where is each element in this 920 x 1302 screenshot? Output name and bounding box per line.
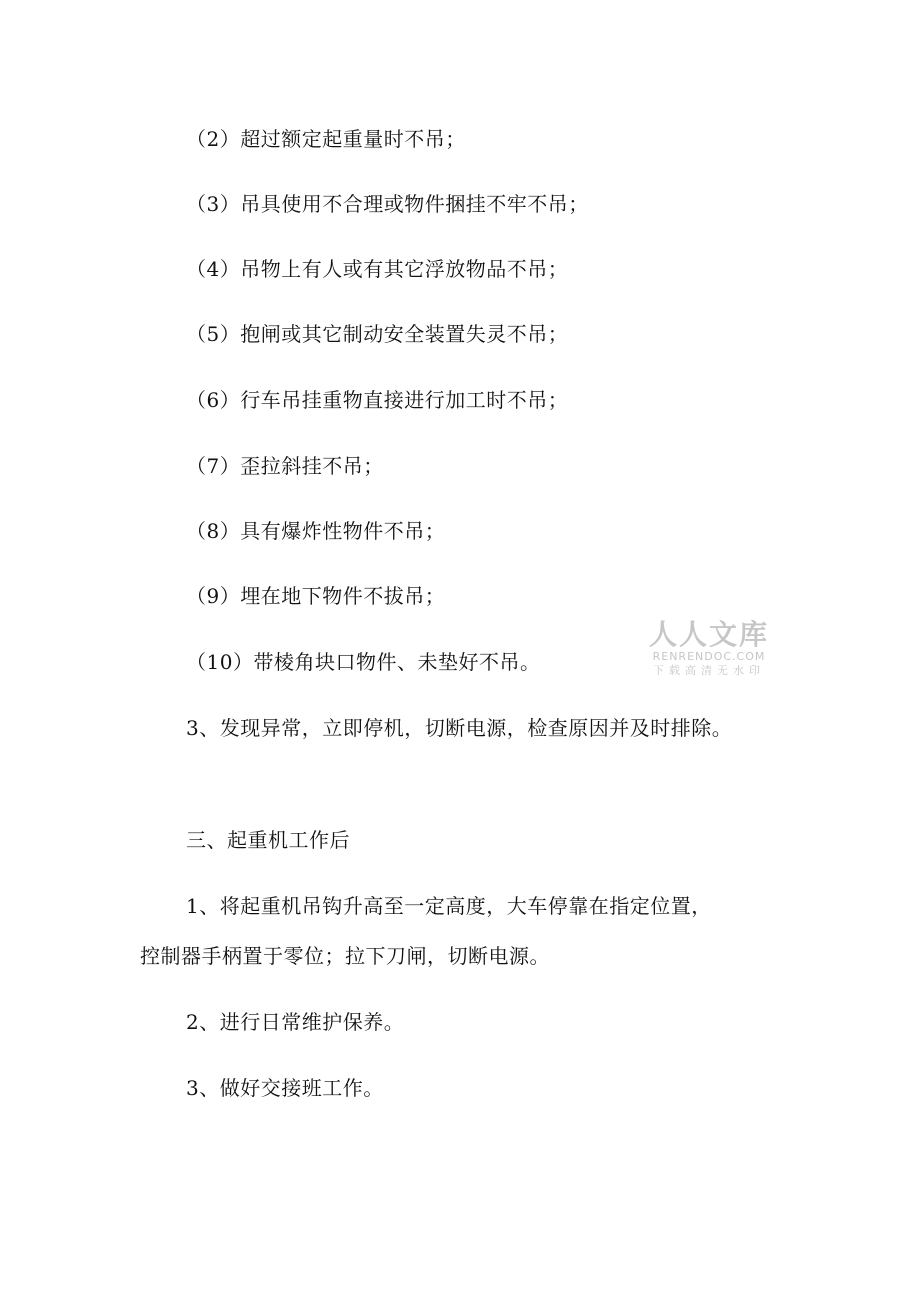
list-item: （8）具有爆炸性物件不吊； <box>186 519 446 543</box>
list-item: （2）超过额定起重量时不吊； <box>186 127 466 151</box>
list-item: （10）带棱角块口物件、未垫好不吊。 <box>186 650 541 674</box>
list-item: （7）歪拉斜挂不吊； <box>186 454 384 478</box>
paragraph: 3、做好交接班工作。 <box>186 1076 384 1100</box>
list-item: （9）埋在地下物件不拔吊； <box>186 584 446 608</box>
list-item: （4）吊物上有人或有其它浮放物品不吊； <box>186 257 569 281</box>
paragraph: 2、进行日常维护保养。 <box>186 1010 405 1034</box>
paragraph: 3、发现异常，立即停机，切断电源，检查原因并及时排除。 <box>186 716 733 740</box>
watermark-title: 人人文库 <box>648 618 769 651</box>
section-heading: 三、起重机工作后 <box>186 828 350 852</box>
list-item: （5）抱闸或其它制动安全装置失灵不吊； <box>186 322 569 346</box>
watermark <box>646 620 772 678</box>
list-item: （3）吊具使用不合理或物件捆挂不牢不吊； <box>186 192 589 216</box>
watermark-subtitle: 下载高清无水印 <box>653 664 765 677</box>
paragraph: 1、将起重机吊钩升高至一定高度，大车停靠在指定位置， <box>186 894 712 918</box>
watermark-domain: RENRENDOC.COM <box>652 650 766 663</box>
list-item: （6）行车吊挂重物直接进行加工时不吊； <box>186 388 569 412</box>
paragraph-continuation: 控制器手柄置于零位；拉下刀闸，切断电源。 <box>140 944 550 968</box>
